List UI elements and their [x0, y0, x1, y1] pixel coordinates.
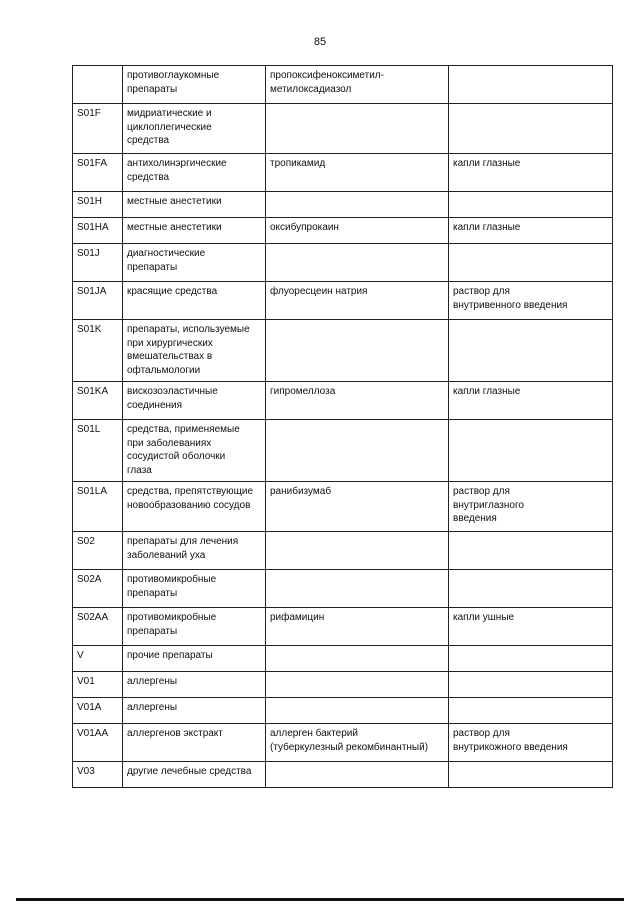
- table-row: [73, 382, 613, 420]
- cell-anatomical-group: другие лечебные средства: [123, 762, 266, 788]
- table-row: [73, 244, 613, 282]
- table-row: [73, 672, 613, 698]
- cell-anatomical-group: местные анестетики: [123, 218, 266, 244]
- cell-anatomical-group: мидриатические и циклоплегические средства: [123, 104, 266, 154]
- cell-drug-name: аллерген бактерий (туберкулезный рекомбинантный): [266, 724, 449, 762]
- table-row: [73, 646, 613, 672]
- cell-drug-name: [266, 320, 449, 382]
- cell-dosage-form: [449, 698, 613, 724]
- cell-dosage-form: [449, 762, 613, 788]
- cell-dosage-form: [449, 192, 613, 218]
- table-row: [73, 192, 613, 218]
- cell-atc-code: S01H: [73, 192, 123, 218]
- cell-drug-name: [266, 698, 449, 724]
- table-row: [73, 320, 613, 382]
- cell-drug-name: [266, 532, 449, 570]
- cell-anatomical-group: аллергены: [123, 672, 266, 698]
- cell-atc-code: S01K: [73, 320, 123, 382]
- cell-atc-code: V01A: [73, 698, 123, 724]
- cell-atc-code: S01F: [73, 104, 123, 154]
- cell-dosage-form: капли ушные: [449, 608, 613, 646]
- table-row: [73, 218, 613, 244]
- table-row: [73, 698, 613, 724]
- table-row: [73, 282, 613, 320]
- page-bottom-rule: [16, 898, 624, 901]
- cell-atc-code: [73, 66, 123, 104]
- cell-atc-code: V01: [73, 672, 123, 698]
- cell-atc-code: V01AA: [73, 724, 123, 762]
- table-row: [73, 154, 613, 192]
- cell-atc-code: S01KA: [73, 382, 123, 420]
- cell-dosage-form: раствор для внутрикожного введения: [449, 724, 613, 762]
- table-row: [73, 570, 613, 608]
- cell-dosage-form: [449, 66, 613, 104]
- table-row: [73, 66, 613, 104]
- cell-dosage-form: раствор для внутривенного введения: [449, 282, 613, 320]
- cell-anatomical-group: противоглаукомные препараты: [123, 66, 266, 104]
- cell-atc-code: S02: [73, 532, 123, 570]
- cell-drug-name: [266, 762, 449, 788]
- page-number: 85: [313, 36, 327, 48]
- cell-anatomical-group: противомикробные препараты: [123, 570, 266, 608]
- cell-drug-name: пропоксифеноксиметил- метилоксадиазол: [266, 66, 449, 104]
- cell-dosage-form: раствор для внутриглазного введения: [449, 482, 613, 532]
- cell-dosage-form: [449, 570, 613, 608]
- cell-anatomical-group: аллергенов экстракт: [123, 724, 266, 762]
- cell-drug-name: рифамицин: [266, 608, 449, 646]
- cell-atc-code: S01HA: [73, 218, 123, 244]
- cell-drug-name: [266, 244, 449, 282]
- cell-atc-code: V03: [73, 762, 123, 788]
- cell-anatomical-group: прочие препараты: [123, 646, 266, 672]
- cell-atc-code: S01L: [73, 420, 123, 482]
- table-row: [73, 104, 613, 154]
- drug-table: [72, 65, 613, 788]
- cell-drug-name: [266, 420, 449, 482]
- cell-drug-name: [266, 192, 449, 218]
- table-row: [73, 608, 613, 646]
- cell-drug-name: ранибизумаб: [266, 482, 449, 532]
- table-row: [73, 482, 613, 532]
- cell-drug-name: флуоресцеин натрия: [266, 282, 449, 320]
- cell-atc-code: S02A: [73, 570, 123, 608]
- cell-anatomical-group: препараты, используемые при хирургических вмешательствах в офтальмологии: [123, 320, 266, 382]
- cell-anatomical-group: вискозоэластичные соединения: [123, 382, 266, 420]
- cell-dosage-form: капли глазные: [449, 218, 613, 244]
- cell-drug-name: оксибупрокаин: [266, 218, 449, 244]
- cell-atc-code: V: [73, 646, 123, 672]
- cell-drug-name: [266, 646, 449, 672]
- cell-atc-code: S01LA: [73, 482, 123, 532]
- table-row: [73, 724, 613, 762]
- cell-drug-name: тропикамид: [266, 154, 449, 192]
- cell-dosage-form: капли глазные: [449, 154, 613, 192]
- cell-drug-name: [266, 672, 449, 698]
- cell-drug-name: [266, 570, 449, 608]
- cell-anatomical-group: препараты для лечения заболеваний уха: [123, 532, 266, 570]
- cell-dosage-form: [449, 646, 613, 672]
- cell-anatomical-group: антихолинэргические средства: [123, 154, 266, 192]
- table-row: [73, 420, 613, 482]
- cell-atc-code: S01J: [73, 244, 123, 282]
- cell-atc-code: S01FA: [73, 154, 123, 192]
- cell-anatomical-group: средства, препятствующие новообразованию сосудов: [123, 482, 266, 532]
- cell-anatomical-group: средства, применяемые при заболеваниях сосудистой оболочки глаза: [123, 420, 266, 482]
- cell-anatomical-group: диагностические препараты: [123, 244, 266, 282]
- cell-atc-code: S02AA: [73, 608, 123, 646]
- table-row: [73, 762, 613, 788]
- cell-dosage-form: [449, 320, 613, 382]
- cell-dosage-form: [449, 672, 613, 698]
- cell-dosage-form: [449, 244, 613, 282]
- cell-dosage-form: капли глазные: [449, 382, 613, 420]
- table-row: [73, 532, 613, 570]
- cell-anatomical-group: аллергены: [123, 698, 266, 724]
- cell-dosage-form: [449, 420, 613, 482]
- cell-atc-code: S01JA: [73, 282, 123, 320]
- cell-drug-name: гипромеллоза: [266, 382, 449, 420]
- cell-drug-name: [266, 104, 449, 154]
- cell-anatomical-group: красящие средства: [123, 282, 266, 320]
- cell-dosage-form: [449, 532, 613, 570]
- cell-anatomical-group: противомикробные препараты: [123, 608, 266, 646]
- cell-dosage-form: [449, 104, 613, 154]
- cell-anatomical-group: местные анестетики: [123, 192, 266, 218]
